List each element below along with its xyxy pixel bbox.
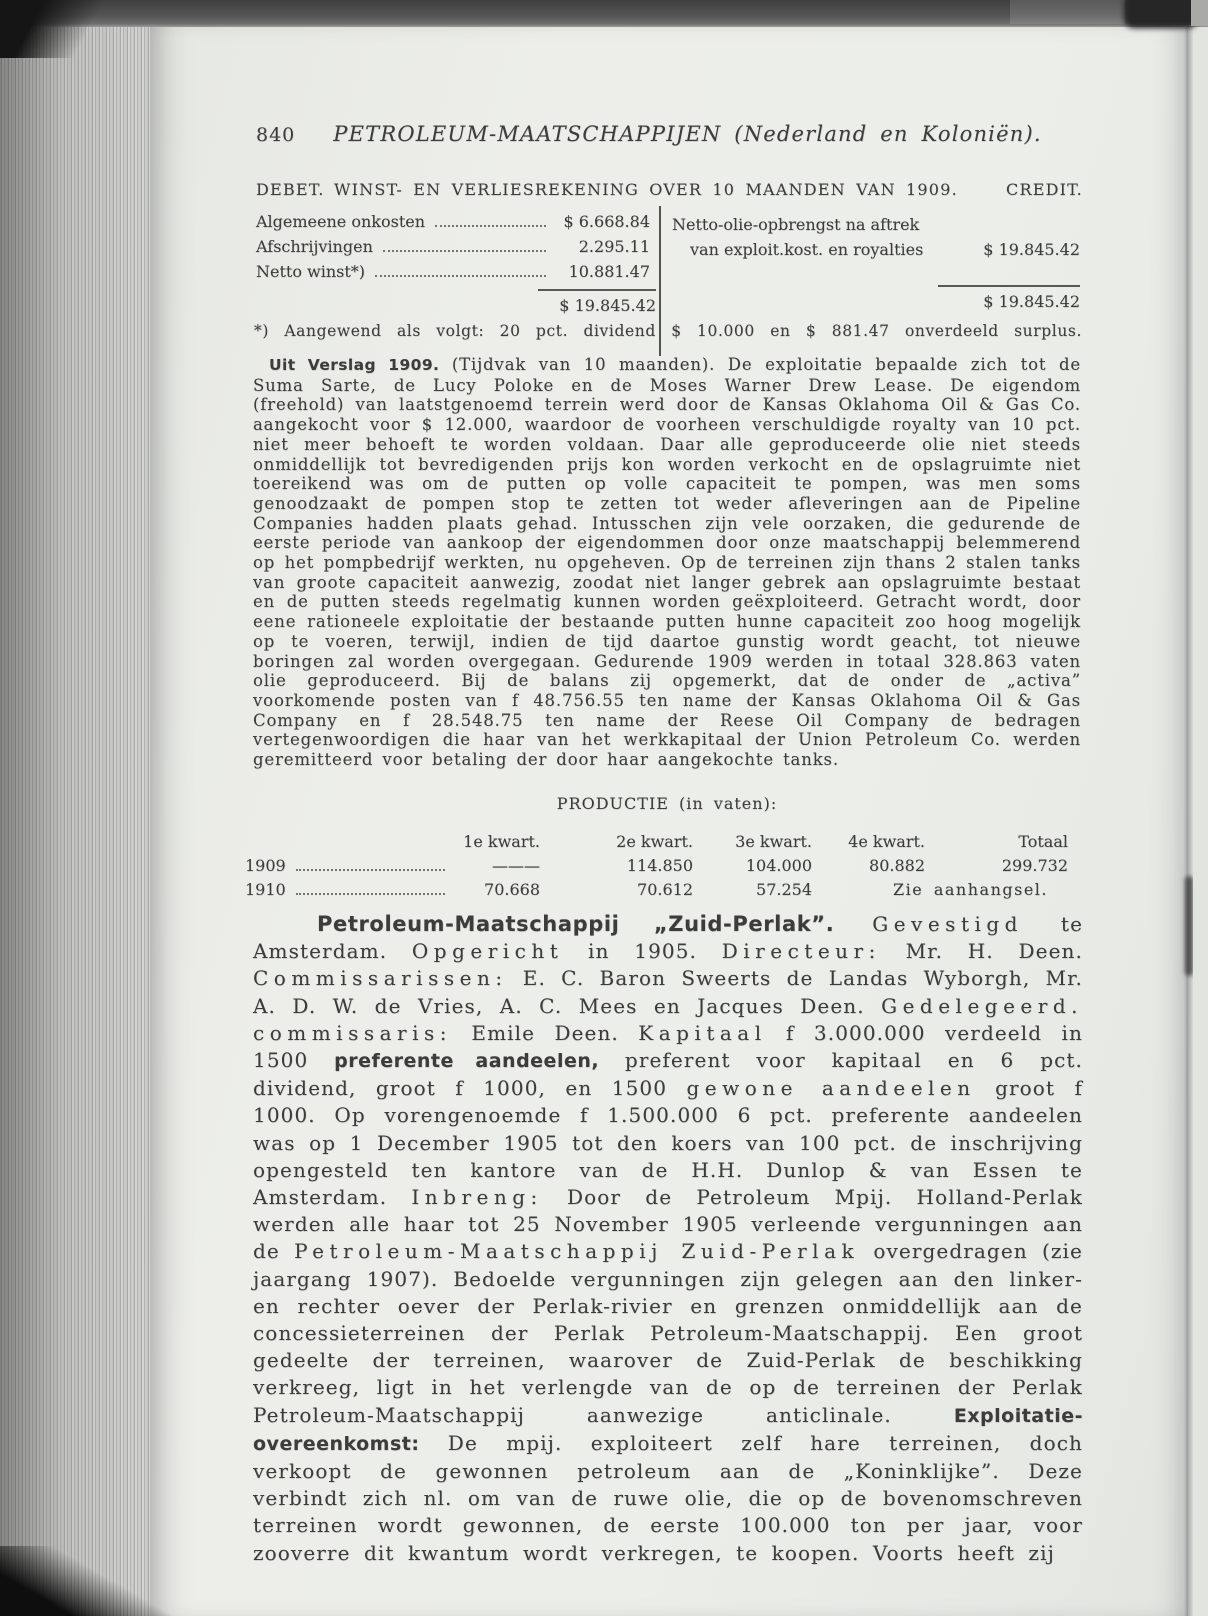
pl-footnote: *) Aangewend als volgt: 20 pct. dividend $ 10.000 en $ 881.47 onverdeeld surplus. (254, 322, 1082, 340)
credit-text: van exploit.kost. en royalties (690, 240, 924, 259)
text-segment: Mr. H. Deen. (880, 939, 1083, 964)
year-label: 1910 (245, 880, 286, 899)
text-segment: Emile Deen. (451, 1020, 639, 1045)
account-amount: 2.295.11 (578, 237, 650, 256)
pl-debet-total: $ 19.845.42 (559, 296, 656, 315)
book-page-edges (0, 20, 150, 1616)
total-rule (938, 285, 1080, 287)
text-segment: Uit Verslag 1909. (269, 356, 440, 374)
text-segment: Petroleum-Maatschappij „Zuid-Perlak”. (317, 912, 835, 936)
production-note: Zie aanhangsel. (893, 880, 1048, 899)
pl-debet-row (256, 212, 650, 237)
credit-amount: $ 19.845.42 (983, 240, 1080, 259)
account-amount: 10.881.47 (568, 262, 650, 281)
text-segment: De mpij. exploiteert zelf hare terreinen, doch verkoopt de gewonnen petroleum aan de „Koninklijke”. Deze verbindt zich nl. om van de ruwe olie, die op de bovenomschreven terreinen wordt gewonnen, de eerste 100.000 ton per jaar, voor zooverre dit kwantum wordt verkregen, te koopen. Voorts heeft zij (253, 1430, 1083, 1565)
text-segment (834, 912, 872, 936)
pl-heading: WINST- EN VERLIESREKENING OVER 10 MAANDEN VAN 1909. (334, 180, 958, 199)
text-segment: f 3.000.000 verdeeld in 1500 (253, 1020, 1084, 1073)
text-segment: gewone aandeelen (686, 1076, 976, 1101)
pl-credit-total: $ 19.845.42 (983, 292, 1080, 311)
pl-debet-column (256, 212, 650, 287)
text-segment: Exploitatie-overeenkomst: (253, 1404, 1083, 1455)
account-label: Algemeene onkosten (256, 212, 426, 231)
crease-ink-mark (1185, 876, 1193, 976)
scanner-band-smudge (1124, 0, 1198, 28)
scan-corner-bottom-left (0, 1546, 180, 1616)
dotted-leader (435, 224, 546, 227)
production-value: 104.000 (745, 856, 812, 875)
report-1909-paragraph (253, 355, 1081, 770)
scanner-band-corner (1191, 0, 1208, 26)
text-segment: in 1905. (563, 939, 722, 964)
account-amount: $ 6.668.84 (563, 212, 650, 231)
production-value: 70.668 (484, 880, 540, 899)
text-segment: preferente aandeelen, (334, 1050, 600, 1073)
production-value: 70.612 (637, 880, 693, 899)
production-col-header: 4e kwart. (848, 832, 925, 851)
production-col-header: Totaal (1018, 832, 1068, 851)
pl-debet-label: DEBET. (256, 180, 325, 199)
text-segment: overgedragen (zie jaargang 1907). Bedoelde vergunningen zijn gelegen aan den linker- en rechter oever der Perlak-rivier en grenzen onmiddellijk aan de concessieterreinen der Perlak Petroleum-Maatschappij. Een groot gedeelte der terreinen, waarover de Zuid-Perlak de beschikking verkreeg, ligt in het verlengde van de op de terreinen der Perlak Petroleum-Maatschappij aanwezige anticlinale. (253, 1239, 1083, 1427)
pl-debet-row (256, 262, 650, 287)
scanner-band-highlight (1010, 0, 1125, 24)
production-title: PRODUCTIE (in vaten): (556, 794, 778, 813)
scan-corner-top-left (0, 0, 170, 58)
text-segment: Kapitaal (638, 1020, 767, 1045)
scan-margin-right (1193, 26, 1208, 1616)
dotted-leader (375, 274, 546, 277)
page-number: 840 (256, 124, 296, 146)
account-label: Netto winst*) (256, 262, 366, 281)
zuid-perlak-paragraph (253, 911, 1083, 1567)
text-segment: preferent voor kapitaal en 6 pct. dividend, groot f 1000, en 1500 (253, 1048, 1083, 1101)
production-value: 80.882 (869, 856, 925, 875)
text-segment: te Amsterdam. (253, 912, 1083, 964)
dotted-leader (383, 249, 546, 252)
production-value: 114.850 (626, 856, 693, 875)
text-segment: Commissarissen: (253, 966, 508, 991)
pl-credit-label: CREDIT. (1006, 180, 1083, 199)
text-segment: groot f 1000. Op vorengenoemde f 1.500.000 6 pct. preferente aandeelen was op 1 December 1905 tot den koers van 100 pct. de inschrijving opengesteld ten kantore van de H.H. Dunlop & van Essen te Amsterdam. (253, 1076, 1083, 1210)
text-segment: Gedelegeerd. commissaris: (253, 993, 1083, 1045)
text-segment: Door de Petroleum Mpij. Holland-Perlak werden alle haar tot 25 November 1905 verleende vergunningen aan de (253, 1185, 1083, 1264)
text-segment: Directeur: (721, 939, 881, 964)
credit-line (672, 237, 1080, 262)
running-head (256, 122, 1042, 146)
text-segment: Inbreng: (411, 1185, 543, 1210)
page-crease-right (1184, 26, 1193, 1616)
pl-credit-column (672, 212, 1080, 262)
total-rule (538, 289, 656, 291)
account-label: Afschrijvingen (256, 237, 373, 256)
year-label: 1909 (245, 856, 286, 875)
credit-line: Netto-olie-opbrengst na aftrek (672, 215, 920, 234)
production-col-header: 2e kwart. (616, 832, 693, 851)
production-col-header: 3e kwart. (735, 832, 812, 851)
text-segment: Petroleum-Maatschappij Zuid-Perlak (294, 1239, 860, 1264)
production-value: 299.732 (1001, 856, 1068, 875)
production-value: 57.254 (756, 880, 812, 899)
text-segment: Gevestigd (872, 912, 1023, 936)
production-value: ——— (492, 856, 540, 875)
pl-debet-row (256, 237, 650, 262)
production-col-header: 1e kwart. (463, 832, 540, 851)
text-segment: (Tijdvak van 10 maanden). De exploitatie bepaalde zich tot de Suma Sarte, de Lucy Poloke en de Moses Warner Drew Lease. De eigendom (freehold) van laatstgenoemd terrein werd door de Kansas Oklahoma Oil & Gas Co. aangekocht voor $ 12.000, waardoor de voorheen verschuldigde royalty van 10 pct. niet meer behoeft te worden voldaan. Daar alle geproduceerde olie niet steeds onmiddellijk tot bevredigenden prijs kon worden verkocht en de opslagruimte niet toereikend was om de putten op volle capaciteit te pompen, was men soms genoodzaakt de pompen stop te zetten tot weder afleveringen aan de Pipeline Companies hadden plaats gehad. Intusschen zijn vele oorzaken, die gedurende de eerste periode van aankoop der eigendommen door onze maatschappij belemmerend op het pompbedrijf werkten, nu opgeheven. Op de terreinen zijn thans 2 stalen tanks van groote capaciteit aanwezig, zoodat niet langer gebrek aan opslagruimte bestaat en de putten steeds regelmatig kunnen worden geëxploiteerd. Getracht wordt, door eene rationeele exploitatie der bestaande putten hunne capaciteit zoo hoog mogelijk op te voeren, terwijl, indien de tijd daartoe gunstig wordt geacht, tot nieuwe boringen zal worden overgegaan. Gedurende 1909 werden in totaal 328.863 vaten olie geproduceerd. Bij de balans zij opgemerkt, dat de onder de „activa” voorkomende posten van f 48.756.55 ten name der Kansas Oklahoma Oil & Gas Company en f 28.548.75 ten name der Reese Oil Company de bedragen vertegenwoordigen die haar van het werkkapitaal der Union Petroleum Co. werden geremitteerd voor betaling der door haar aangekochte tanks. (253, 355, 1081, 770)
text-segment: E. C. Baron Sweerts de Landas Wyborgh, Mr. A. D. W. de Vries, A. C. Mees en Jacques Deen. (253, 966, 1083, 1018)
text-segment: Opgericht (411, 939, 564, 964)
page-title: PETROLEUM-MAATSCHAPPIJEN (Nederland en Koloniën). (333, 122, 1042, 146)
